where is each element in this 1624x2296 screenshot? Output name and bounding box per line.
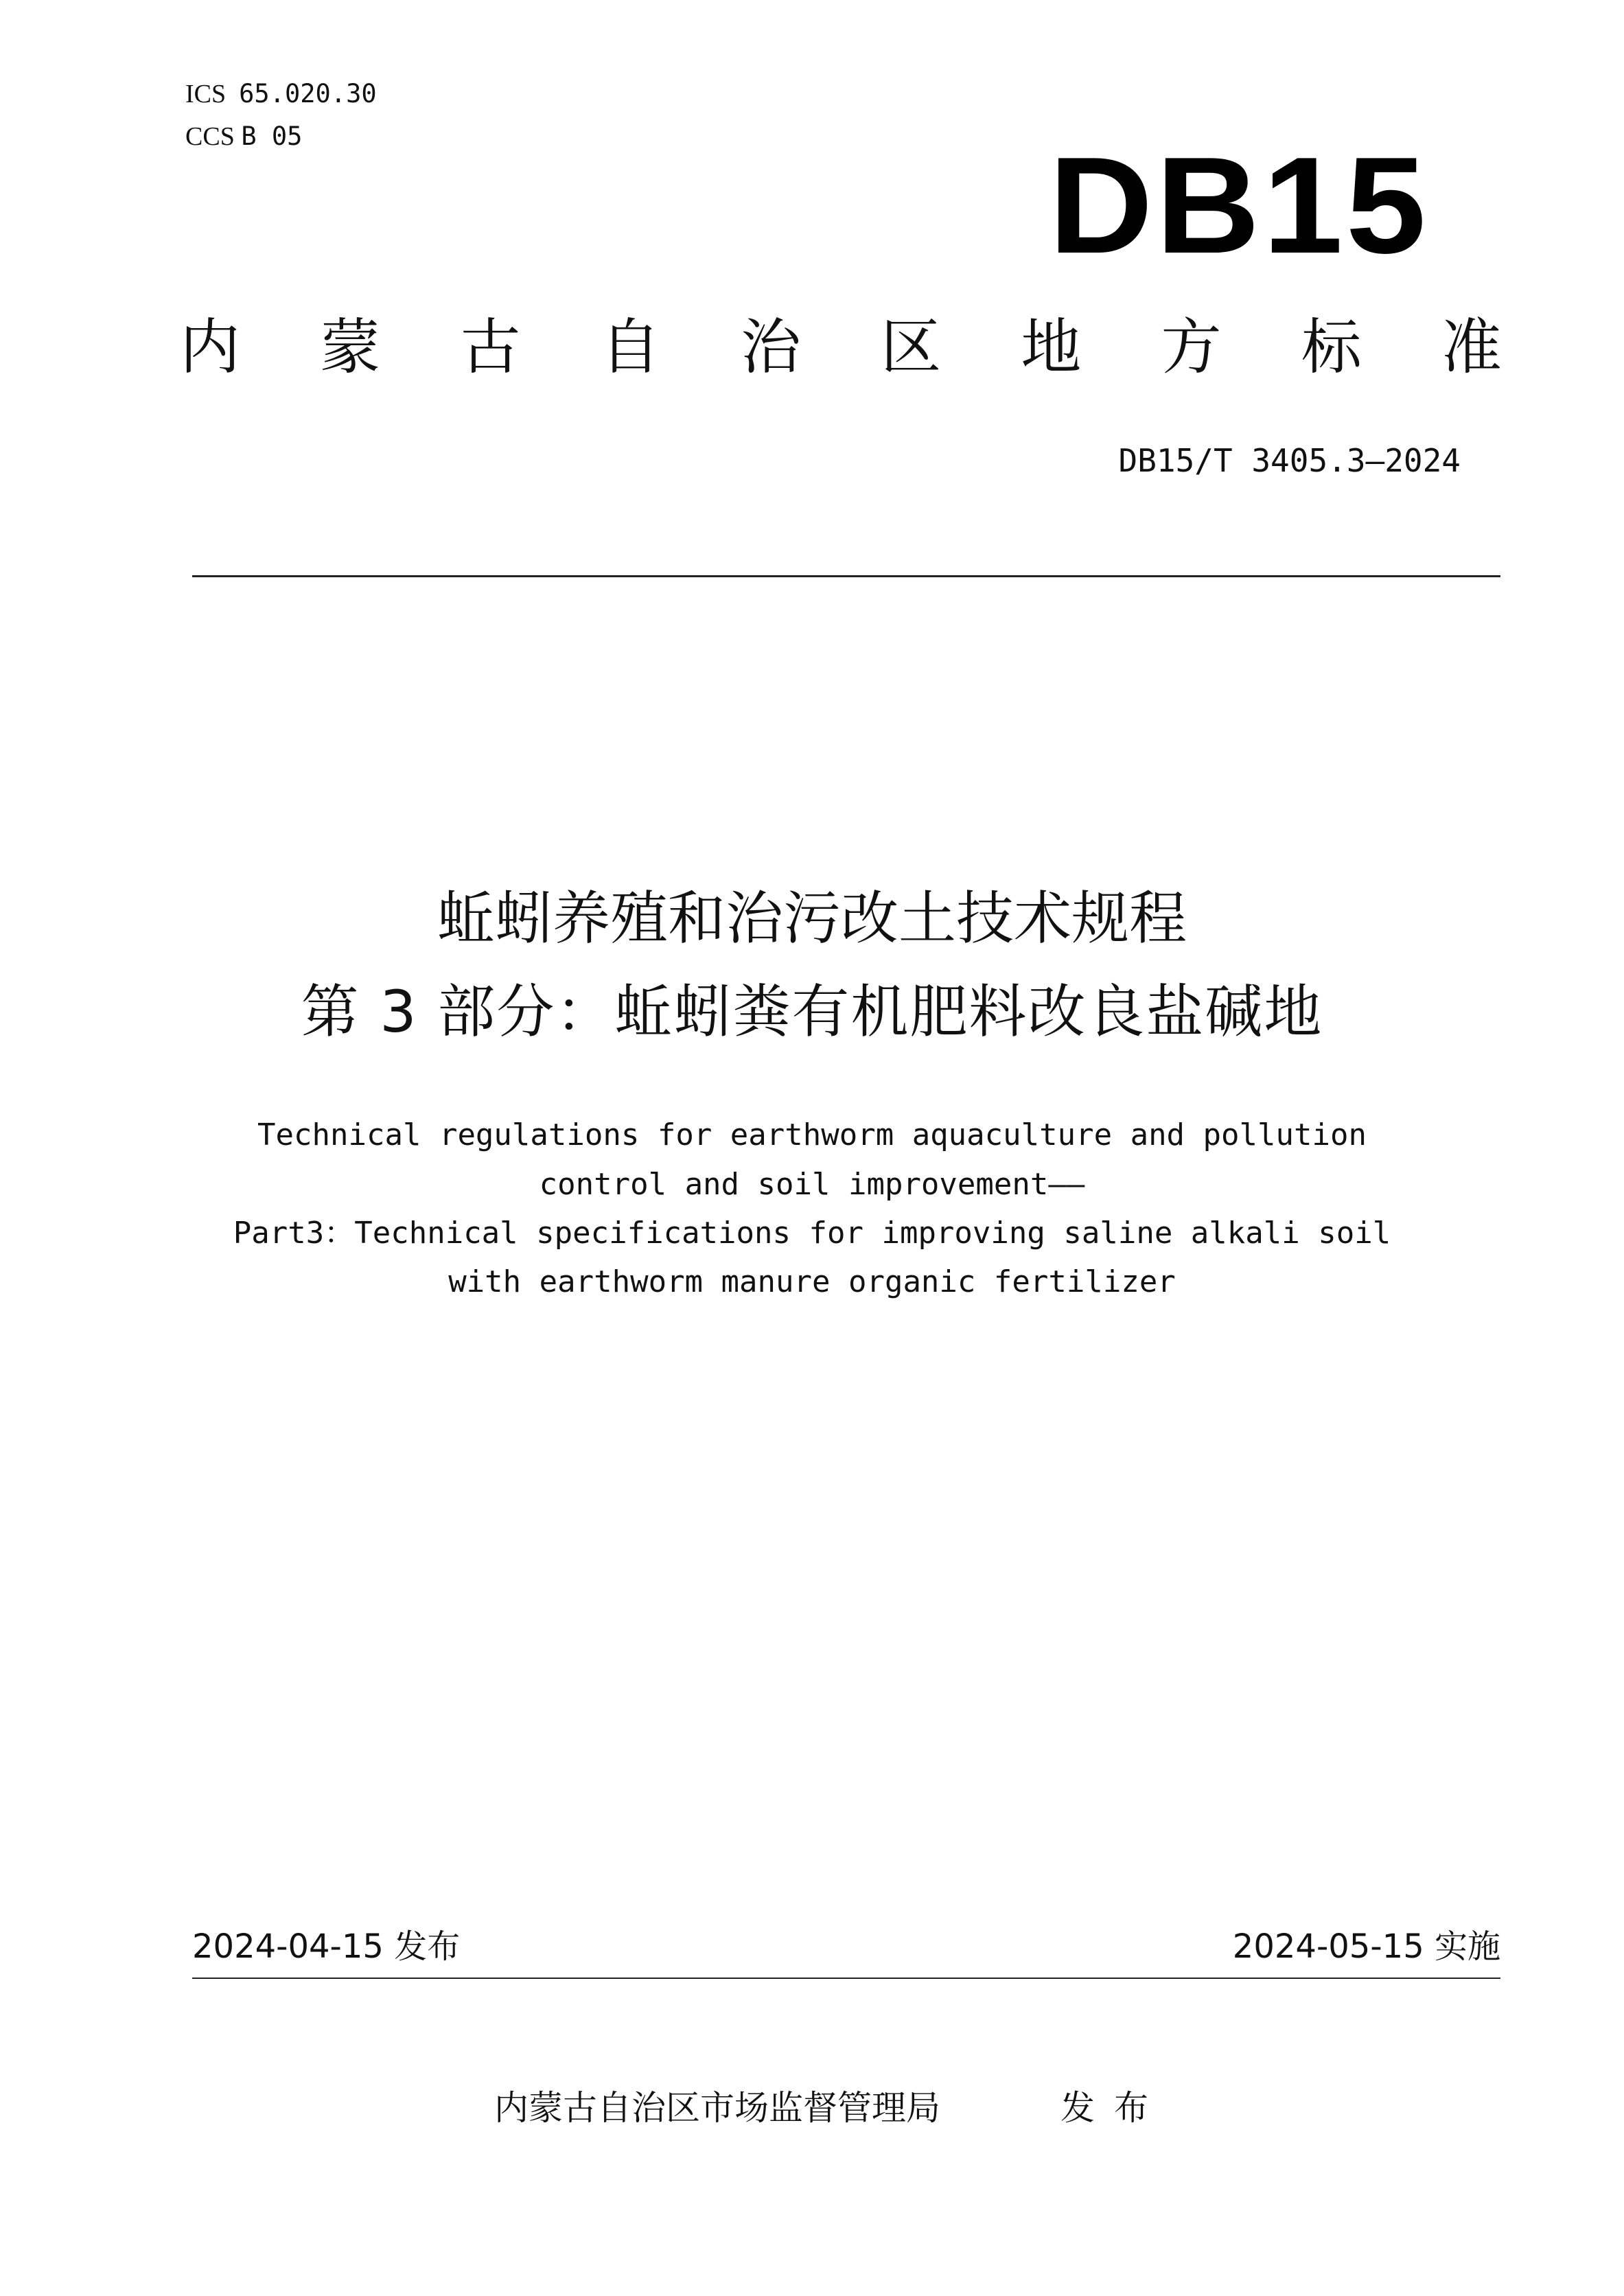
- chinese-part-title: 第 3 部分：蚯蚓粪有机肥料改良盐碱地: [301, 978, 1323, 1045]
- chinese-title: 蚯蚓养殖和治污改土技术规程: [437, 885, 1187, 952]
- category-char: 治: [740, 312, 801, 382]
- english-title-line: with earthworm manure organic fertilizer: [448, 1264, 1176, 1299]
- ccs-code: B 05: [241, 121, 303, 151]
- footer-divider: [192, 1978, 1500, 1979]
- standard-logo: DB15: [1049, 129, 1429, 282]
- category-char: 自: [600, 312, 661, 382]
- implementation-date: 2024-05-15 实施: [1232, 1927, 1500, 1966]
- issuing-action: 发布: [1060, 2088, 1168, 2128]
- ccs-classification: [185, 121, 303, 151]
- issuing-authority: 内蒙古自治区市场监督管理局: [494, 2088, 940, 2128]
- ics-label: ICS: [185, 80, 227, 108]
- ccs-label: CCS: [185, 122, 235, 151]
- standard-category: [180, 312, 1502, 382]
- category-char: 蒙: [320, 312, 381, 382]
- english-title-line: Part3：Technical specifications for improving saline alkali soil: [233, 1216, 1391, 1251]
- category-char: 古: [460, 312, 521, 382]
- category-char: 内: [180, 312, 241, 382]
- english-title-line: Technical regulations for earthworm aquaculture and pollution: [257, 1117, 1367, 1152]
- issue-date: 2024-04-15 发布: [192, 1927, 461, 1966]
- ics-code: 65.020.30: [239, 79, 377, 108]
- header-divider: [192, 575, 1500, 577]
- category-char: 区: [881, 312, 942, 382]
- standard-number: DB15/T 3405.3—2024: [1118, 442, 1461, 479]
- category-char: 准: [1441, 312, 1502, 382]
- category-char: 标: [1301, 312, 1362, 382]
- category-char: 方: [1161, 312, 1222, 382]
- english-title-line: control and soil improvement——: [539, 1167, 1085, 1202]
- ics-classification: [185, 81, 377, 107]
- category-char: 地: [1021, 312, 1082, 382]
